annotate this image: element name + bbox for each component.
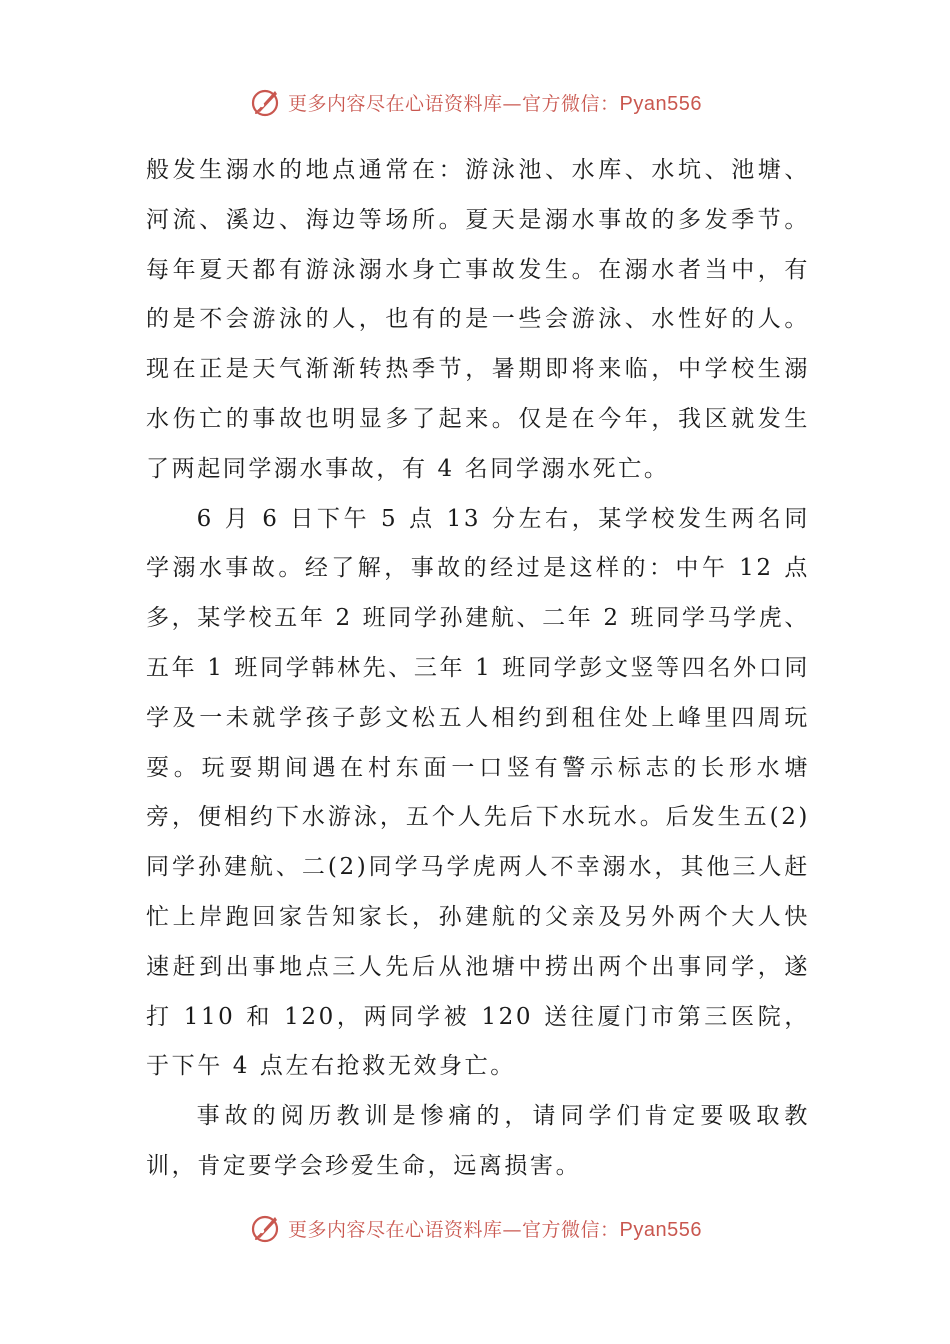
watermark-text: 更多内容尽在心语资料库—官方微信：Pyan556 xyxy=(288,1218,702,1241)
paragraph-intro: 般发生溺水的地点通常在：游泳池、水库、水坑、池塘、河流、溪边、海边等场所。夏天是溺水事故的多发季节。每年夏天都有游泳溺水身亡事故发生。在溺水者当中，有的是不会游泳的人，也有的是一些会游泳、水性好的人。现在正是天气渐渐转热季节，暑期即将来临，中学校生溺水伤亡的事故也明显多了起来。仅是在今年，我区就发生了两起同学溺水事故，有 4 名同学溺水死亡。 xyxy=(146,157,810,482)
paragraph-incident: 6 月 6 日下午 5 点 13 分左右，某学校发生两名同学溺水事故。经了解，事故的经过是这样的：中午 12 点多，某学校五年 2 班同学孙建航、二年 2 班同学马学虎、五年 1 班同学韩林先、三年 1 班同学彭文竖等四名外口同学及一未就学孩子彭文松五人相约到租住处上峰里四周玩耍。玩耍期间遇在村东面一口竖有警示标志的长形水塘旁，便相约下水游泳，五个人先后下水玩水。后发生五(2)同学孙建航、二(2)同学马学虎两人不幸溺水，其他三人赶忙上岸跑回家告知家长，孙建航的父亲及另外两个大人快速赶到出事地点三人先后从池塘中捞出两个出事同学，遂打 110 和 120，两同学被 120 送往厦门市第三医院，于下午 4 点左右抢救无效身亡。 xyxy=(146,505,810,1080)
header-watermark xyxy=(0,82,950,122)
footer-watermark xyxy=(0,1208,950,1248)
document-body xyxy=(146,146,810,1192)
quill-circle-icon xyxy=(248,1211,282,1245)
quill-circle-icon xyxy=(248,85,282,119)
watermark-text: 更多内容尽在心语资料库—官方微信：Pyan556 xyxy=(288,92,702,115)
paragraph-lesson: 事故的阅历教训是惨痛的，请同学们肯定要吸取教训，肯定要学会珍爱生命，远离损害。 xyxy=(146,1103,810,1179)
